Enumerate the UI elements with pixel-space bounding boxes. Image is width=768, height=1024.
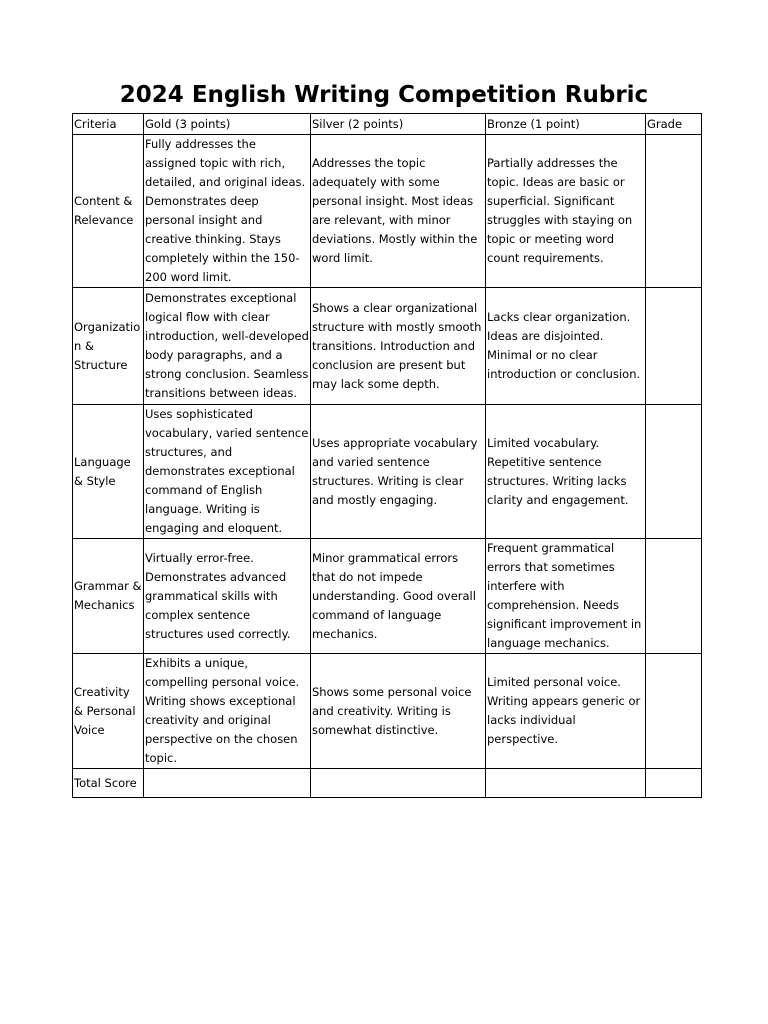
- header-bronze: Bronze (1 point): [486, 114, 646, 135]
- header-silver: Silver (2 points): [311, 114, 486, 135]
- criteria-cell: Language & Style: [73, 405, 144, 539]
- bronze-cell: Partially addresses the topic. Ideas are basic or superficial. Significant struggles with staying on topic or meeting word count requirements.: [486, 135, 646, 288]
- gold-cell: Demonstrates exceptional logical flow with clear introduction, well-developed body paragraphs, and a strong conclusion. Seamless transitions between ideas.: [144, 288, 311, 405]
- rubric-table: [72, 113, 702, 798]
- grade-cell[interactable]: [646, 405, 702, 539]
- table-header-row: [73, 114, 702, 135]
- bronze-cell: Limited personal voice. Writing appears generic or lacks individual perspective.: [486, 654, 646, 769]
- header-gold: Gold (3 points): [144, 114, 311, 135]
- silver-cell: Shows a clear organizational structure with mostly smooth transitions. Introduction and conclusion are present but may lack some depth.: [311, 288, 486, 405]
- table-row: [73, 654, 702, 769]
- total-silver-cell: [311, 769, 486, 798]
- silver-cell: Shows some personal voice and creativity. Writing is somewhat distinctive.: [311, 654, 486, 769]
- criteria-cell: Grammar & Mechanics: [73, 539, 144, 654]
- grade-cell[interactable]: [646, 539, 702, 654]
- criteria-cell: Creativity & Personal Voice: [73, 654, 144, 769]
- bronze-cell: Limited vocabulary. Repetitive sentence structures. Writing lacks clarity and engagement.: [486, 405, 646, 539]
- gold-cell: Uses sophisticated vocabulary, varied sentence structures, and demonstrates exceptional command of English language. Writing is engaging and eloquent.: [144, 405, 311, 539]
- table-row: [73, 288, 702, 405]
- header-grade: Grade: [646, 114, 702, 135]
- criteria-cell: Organization & Structure: [73, 288, 144, 405]
- gold-cell: Virtually error-free. Demonstrates advanced grammatical skills with complex sentence structures used correctly.: [144, 539, 311, 654]
- table-row: [73, 539, 702, 654]
- page-title: 2024 English Writing Competition Rubric: [119, 82, 649, 108]
- grade-cell[interactable]: [646, 135, 702, 288]
- header-criteria: Criteria: [73, 114, 144, 135]
- total-score-row: [73, 769, 702, 798]
- total-grade-cell[interactable]: [646, 769, 702, 798]
- criteria-cell: Content & Relevance: [73, 135, 144, 288]
- table-row: [73, 135, 702, 288]
- bronze-cell: Lacks clear organization. Ideas are disjointed. Minimal or no clear introduction or conclusion.: [486, 288, 646, 405]
- table-row: [73, 405, 702, 539]
- silver-cell: Addresses the topic adequately with some personal insight. Most ideas are relevant, with minor deviations. Mostly within the word limit.: [311, 135, 486, 288]
- grade-cell[interactable]: [646, 288, 702, 405]
- silver-cell: Uses appropriate vocabulary and varied sentence structures. Writing is clear and mostly engaging.: [311, 405, 486, 539]
- gold-cell: Exhibits a unique, compelling personal voice. Writing shows exceptional creativity and original perspective on the chosen topic.: [144, 654, 311, 769]
- grade-cell[interactable]: [646, 654, 702, 769]
- bronze-cell: Frequent grammatical errors that sometimes interfere with comprehension. Needs significant improvement in language mechanics.: [486, 539, 646, 654]
- total-score-label: Total Score: [73, 769, 144, 798]
- total-gold-cell: [144, 769, 311, 798]
- silver-cell: Minor grammatical errors that do not impede understanding. Good overall command of language mechanics.: [311, 539, 486, 654]
- gold-cell: Fully addresses the assigned topic with rich, detailed, and original ideas. Demonstrates deep personal insight and creative thinking. Stays completely within the 150-200 word limit.: [144, 135, 311, 288]
- total-bronze-cell: [486, 769, 646, 798]
